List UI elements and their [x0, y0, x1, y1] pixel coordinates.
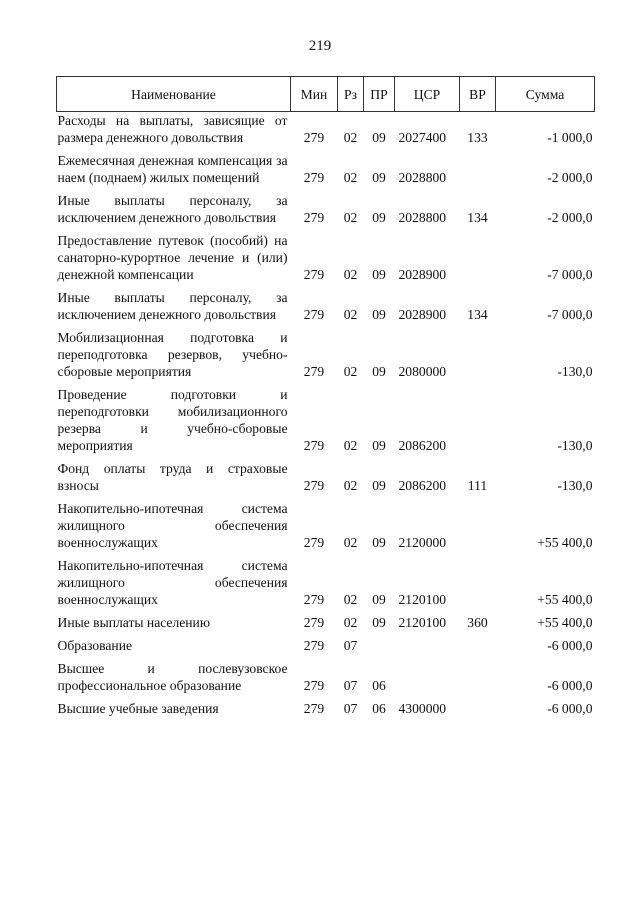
cell-csr: 2086200: [398, 478, 447, 493]
cell-pr: 09: [372, 307, 386, 322]
table-row: [57, 329, 595, 386]
cell-vr: [460, 232, 496, 289]
cell-min: 279: [303, 592, 325, 607]
cell-sum: +55 400,0: [537, 592, 593, 607]
table-row: [57, 289, 595, 329]
cell-pr: 09: [372, 535, 386, 550]
cell-min: 279: [303, 267, 325, 282]
table-row: [57, 112, 595, 153]
cell-sum: -130,0: [557, 438, 593, 453]
header-sum: Сумма: [496, 77, 595, 112]
cell-rz: 02: [343, 615, 358, 630]
header-vr: ВР: [460, 77, 496, 112]
cell-min: 279: [303, 210, 325, 225]
cell-csr: 2028800: [398, 170, 447, 185]
cell-vr: [460, 500, 496, 557]
cell-vr: [460, 660, 496, 700]
cell-sum: -7 000,0: [547, 307, 593, 322]
cell-sum: -6 000,0: [547, 678, 593, 693]
table-header-row: [57, 77, 595, 112]
cell-pr: 09: [372, 267, 386, 282]
cell-rz: 02: [343, 307, 358, 322]
table-row: [57, 460, 595, 500]
cell-vr: [460, 329, 496, 386]
cell-rz: 07: [343, 638, 358, 653]
cell-csr: 2028800: [398, 210, 447, 225]
cell-name: Иные выплаты населению: [57, 615, 210, 630]
cell-rz: 02: [343, 535, 358, 550]
cell-rz: 02: [343, 130, 358, 145]
table-row: [57, 386, 595, 460]
cell-name: Накопительно-ипотечная система жилищного обеспечения военнослужащих: [57, 501, 288, 550]
cell-pr: 09: [372, 615, 386, 630]
cell-pr: 06: [372, 678, 386, 693]
cell-name: Иные выплаты персоналу, за исключением денежного довольствия: [57, 290, 288, 322]
cell-vr: [460, 386, 496, 460]
table-row: [57, 614, 595, 637]
cell-name: Образование: [57, 638, 133, 653]
cell-pr: 09: [372, 364, 386, 379]
cell-csr: 2120100: [398, 615, 447, 630]
cell-pr: 09: [372, 592, 386, 607]
cell-sum: +55 400,0: [537, 615, 593, 630]
cell-min: 279: [303, 535, 325, 550]
budget-table: [56, 76, 595, 723]
cell-sum: +55 400,0: [537, 535, 593, 550]
cell-csr: 4300000: [398, 701, 447, 716]
cell-sum: -1 000,0: [547, 130, 593, 145]
table-row: [57, 192, 595, 232]
header-min: Мин: [291, 77, 338, 112]
cell-name: Ежемесячная денежная компенсация за наем (поднаем) жилых помещений: [57, 153, 288, 185]
cell-name: Высшее и послевузовское профессиональное образование: [57, 661, 288, 693]
cell-rz: 07: [343, 701, 358, 716]
cell-rz: 02: [343, 478, 358, 493]
cell-vr: [460, 152, 496, 192]
cell-csr: 2080000: [398, 364, 447, 379]
cell-min: 279: [303, 478, 325, 493]
cell-vr: 133: [467, 130, 488, 145]
table-row: [57, 700, 595, 723]
cell-vr: 360: [467, 615, 488, 630]
cell-min: 279: [303, 438, 325, 453]
cell-min: 279: [303, 364, 325, 379]
cell-pr: 09: [372, 478, 386, 493]
cell-name: Проведение подготовки и переподготовки мобилизационного резерва и учебно-сборовые мероприятия: [57, 387, 288, 453]
cell-sum: -130,0: [557, 364, 593, 379]
cell-sum: -7 000,0: [547, 267, 593, 282]
cell-pr: 06: [372, 701, 386, 716]
cell-csr: 2028900: [398, 267, 447, 282]
cell-pr: 09: [372, 170, 386, 185]
cell-rz: 02: [343, 592, 358, 607]
header-rz: Рз: [338, 77, 364, 112]
header-name: Наименование: [57, 77, 291, 112]
cell-rz: 02: [343, 170, 358, 185]
cell-sum: -2 000,0: [547, 210, 593, 225]
cell-csr: 2086200: [398, 438, 447, 453]
cell-rz: 02: [343, 267, 358, 282]
cell-name: Предоставление путевок (пособий) на санаторно-курортное лечение и (или) денежной компенсации: [57, 233, 288, 282]
cell-name: Накопительно-ипотечная система жилищного обеспечения военнослужащих: [57, 558, 288, 607]
cell-rz: 02: [343, 438, 358, 453]
cell-min: 279: [303, 615, 325, 630]
cell-sum: -2 000,0: [547, 170, 593, 185]
cell-min: 279: [303, 638, 325, 653]
cell-csr: 2027400: [398, 130, 447, 145]
cell-min: 279: [303, 678, 325, 693]
cell-name: Фонд оплаты труда и страховые взносы: [57, 461, 288, 493]
page-number: 219: [308, 38, 332, 54]
table-row: [57, 152, 595, 192]
cell-csr: 2120100: [398, 592, 447, 607]
cell-vr: 134: [467, 307, 488, 322]
cell-vr: 111: [467, 478, 488, 493]
cell-min: 279: [303, 170, 325, 185]
cell-pr: 09: [372, 438, 386, 453]
cell-vr: 134: [467, 210, 488, 225]
table-row: [57, 500, 595, 557]
cell-min: 279: [303, 130, 325, 145]
cell-pr: [364, 637, 395, 660]
cell-rz: 02: [343, 210, 358, 225]
cell-name: Расходы на выплаты, зависящие от размера денежного довольствия: [57, 113, 288, 145]
table-row: [57, 660, 595, 700]
cell-vr: [460, 637, 496, 660]
cell-csr: 2028900: [398, 307, 447, 322]
cell-name: Мобилизационная подготовка и переподготовка резервов, учебно-сборовые мероприятия: [57, 330, 288, 379]
cell-vr: [460, 557, 496, 614]
cell-min: 279: [303, 307, 325, 322]
table-row: [57, 557, 595, 614]
cell-rz: 02: [343, 364, 358, 379]
header-csr: ЦСР: [395, 77, 460, 112]
cell-name: Высшие учебные заведения: [57, 701, 219, 716]
cell-vr: [460, 700, 496, 723]
cell-min: 279: [303, 701, 325, 716]
header-pr: ПР: [364, 77, 395, 112]
cell-sum: -130,0: [557, 478, 593, 493]
cell-csr: [395, 660, 460, 700]
cell-csr: [395, 637, 460, 660]
table-row: [57, 232, 595, 289]
cell-sum: -6 000,0: [547, 701, 593, 716]
cell-pr: 09: [372, 130, 386, 145]
cell-sum: -6 000,0: [547, 638, 593, 653]
cell-csr: 2120000: [398, 535, 447, 550]
cell-name: Иные выплаты персоналу, за исключением денежного довольствия: [57, 193, 288, 225]
cell-rz: 07: [343, 678, 358, 693]
table-row: [57, 637, 595, 660]
cell-pr: 09: [372, 210, 386, 225]
